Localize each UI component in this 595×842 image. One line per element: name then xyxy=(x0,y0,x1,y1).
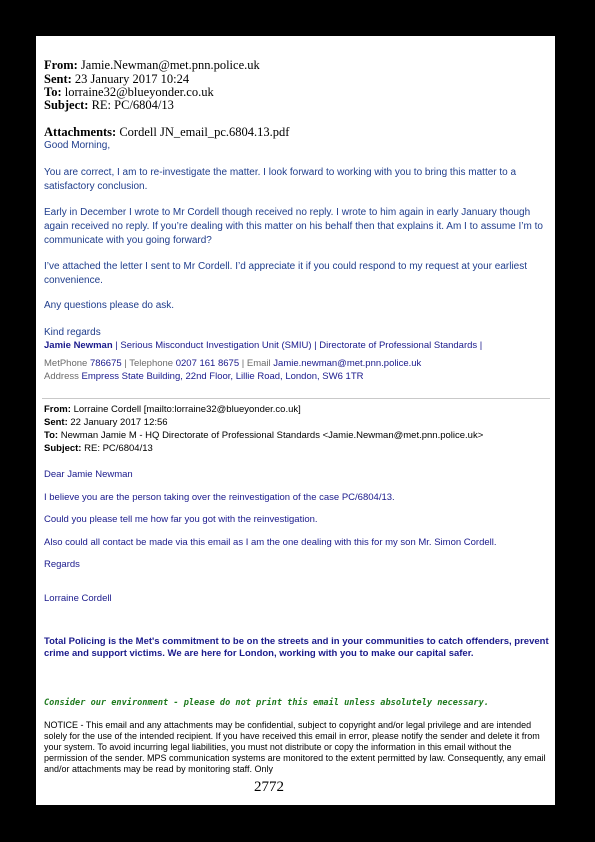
attachments-line xyxy=(44,125,289,140)
subject-label: Subject: xyxy=(44,98,89,112)
body-paragraph-2: Early in December I wrote to Mr Cordell though received no reply. I wrote to him again in early January though again received no reply. If you’re dealing with this matter on his behalf then that explains it. Am I to assume I’m to communicate with you going forward? xyxy=(44,207,543,246)
telephone-value: 0207 161 8675 xyxy=(175,358,240,369)
reply-line-2: Could you please tell me how far you got with the reinvestigation. xyxy=(44,514,318,525)
from-label: From: xyxy=(44,58,78,72)
attachments-label: Attachments: xyxy=(44,125,117,139)
policing-statement: Total Policing is the Met's commitment to be on the streets and in your communities to catch offenders, prevent crime and support victims. We are here for London, working with you to make our capital safer. xyxy=(44,636,549,659)
reply-sent-line xyxy=(44,417,168,428)
reply-from-value: Lorraine Cordell [mailto:lorraine32@blueyonder.co.uk] xyxy=(73,404,301,415)
reply-from-line xyxy=(44,404,301,415)
reply-subject-line xyxy=(44,443,153,454)
email-link[interactable]: Jamie.newman@met.pnn.police.uk xyxy=(273,358,422,369)
environment-note: Consider our environment - please do not print this email unless absolutely necessary. xyxy=(44,698,489,708)
signature-address xyxy=(44,371,364,382)
signature-line xyxy=(44,340,482,351)
address-value: Empress State Building, 22nd Floor, Lillie Road, London, SW6 1TR xyxy=(81,371,364,382)
body-paragraph-1: You are correct, I am to re-investigate the matter. I look forward to working with you to bring this matter to a satisfactory conclusion. xyxy=(44,167,517,192)
metphone-value: 786675 xyxy=(89,358,122,369)
telephone-label: | Telephone xyxy=(124,358,174,369)
reply-from-label: From: xyxy=(44,404,71,415)
email-divider xyxy=(42,398,550,399)
attachment-file[interactable]: Cordell JN_email_pc.6804.13.pdf xyxy=(119,125,290,139)
subject-value: RE: PC/6804/13 xyxy=(91,98,174,112)
signature-unit: | Serious Misconduct Investigation Unit (SMIU) | Directorate of Professional Standards | xyxy=(112,340,483,351)
reply-line-3: Also could all contact be made via this email as I am the one dealing with this for my son Mr. Simon Cordell. xyxy=(44,537,497,548)
to-value: lorraine32@blueyonder.co.uk xyxy=(64,85,214,99)
body-paragraph-3: I’ve attached the letter I sent to Mr Cordell. I’d appreciate it if you could respond to my request at your earliest convenience. xyxy=(44,261,528,286)
subject-line xyxy=(44,98,174,113)
reply-subject-value: RE: PC/6804/13 xyxy=(84,443,153,454)
body-paragraph-4: Any questions please do ask. xyxy=(44,300,175,311)
reply-sent-label: Sent: xyxy=(44,417,68,428)
reply-line-1: I believe you are the person taking over the reinvestigation of the case PC/6804/13. xyxy=(44,492,395,503)
signature-contact xyxy=(44,358,421,369)
greeting: Good Morning, xyxy=(44,140,111,151)
to-label: To: xyxy=(44,85,62,99)
from-value: Jamie.Newman@met.pnn.police.uk xyxy=(80,58,260,72)
reply-to-label: To: xyxy=(44,430,59,441)
reply-sent-value: 22 January 2017 12:56 xyxy=(70,417,168,428)
signature-name: Jamie Newman xyxy=(44,340,113,351)
sent-value: 23 January 2017 10:24 xyxy=(74,72,190,86)
reply-subject-label: Subject: xyxy=(44,443,82,454)
reply-sender: Lorraine Cordell xyxy=(44,593,112,604)
page-number: 2772 xyxy=(254,779,284,795)
notice-text: NOTICE - This email and any attachments may be confidential, subject to copyright and/or legal privilege and are intended solely for the use of the intended recipient. If you have received this email in error, please notify the sender and delete it from your system. To avoid incurring legal liabilities, you must not distribute or copy the information in this email without the permission of the sender. MPS communication systems are monitored to the extent permitted by law. Consequently, any email and/or attachments may be read by monitoring staff. Only xyxy=(44,720,546,774)
from-line xyxy=(44,58,260,73)
metphone-label: MetPhone xyxy=(44,358,88,369)
sent-label: Sent: xyxy=(44,72,72,86)
reply-to-line xyxy=(44,430,483,441)
document-page xyxy=(36,36,555,805)
email-label: | Email xyxy=(241,358,271,369)
reply-regards: Regards xyxy=(44,559,80,570)
reply-to-value: Newman Jamie M - HQ Directorate of Professional Standards <Jamie.Newman@met.pnn.police.uk> xyxy=(60,430,484,441)
closing: Kind regards xyxy=(44,327,101,338)
reply-salutation: Dear Jamie Newman xyxy=(44,469,133,480)
address-label: Address xyxy=(44,371,79,382)
